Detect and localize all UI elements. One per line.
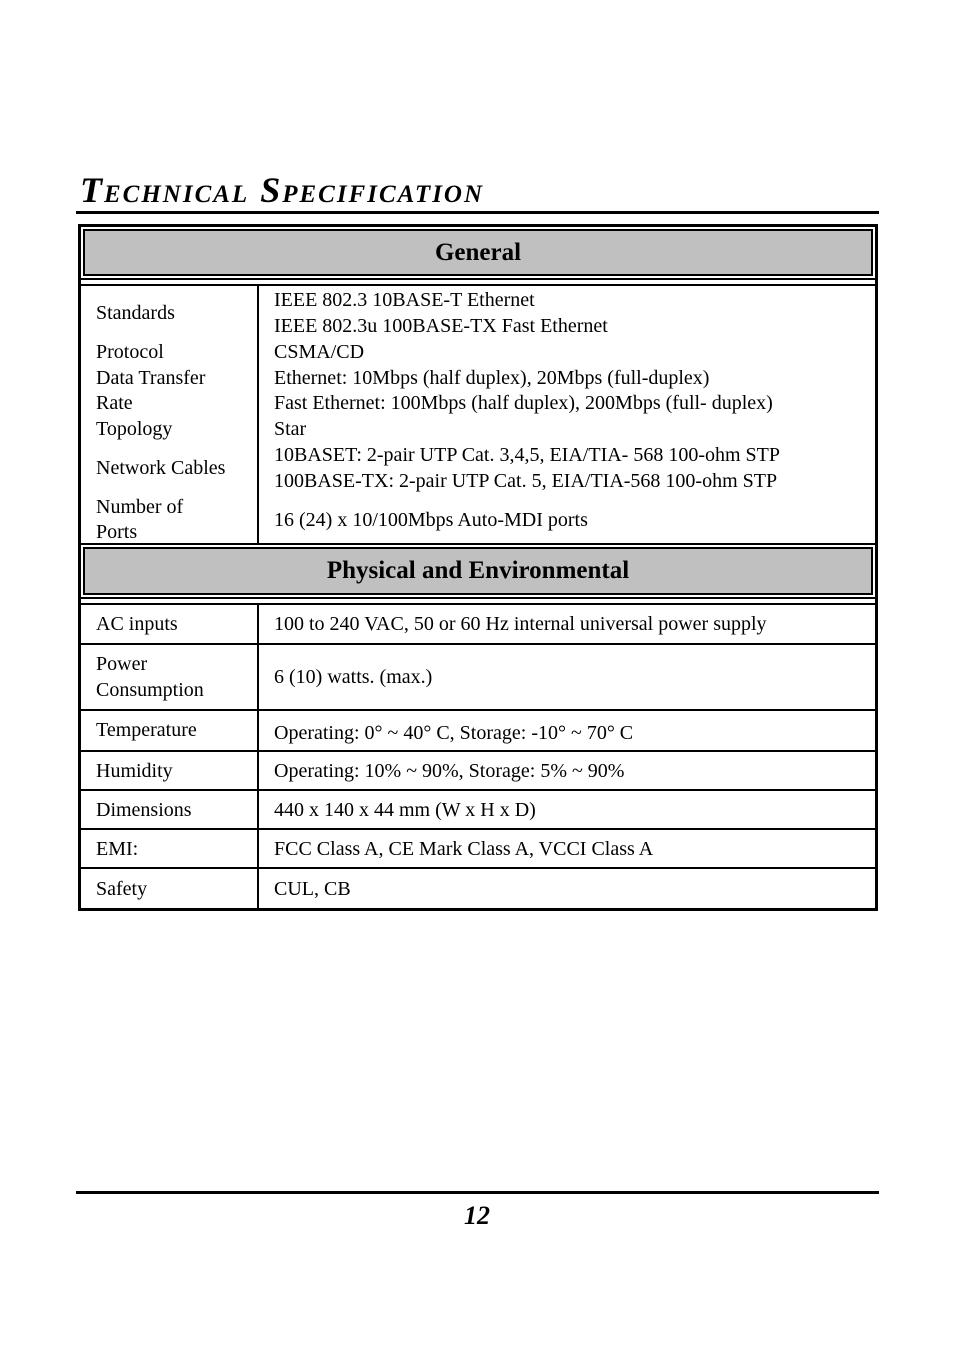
row-label: Temperature — [81, 711, 259, 750]
row-label-line: Consumption — [96, 679, 204, 701]
table-row — [81, 711, 875, 752]
spec-table — [78, 224, 878, 911]
value-protocol: CSMA/CD — [274, 341, 365, 363]
row-value: 100 to 240 VAC, 50 or 60 Hz internal universal power supply — [274, 613, 767, 635]
general-values — [259, 286, 875, 543]
section-heading-general: General — [83, 229, 873, 276]
row-value: Operating: 0° ~ 40° C, Storage: -10° ~ 70° C — [274, 722, 634, 744]
label-standards: Standards — [96, 302, 175, 324]
row-value: 6 (10) watts. (max.) — [274, 666, 433, 688]
row-value: FCC Class A, CE Mark Class A, VCCI Class A — [274, 837, 654, 860]
page-title: Technical Specification — [80, 170, 485, 210]
table-row — [81, 830, 875, 869]
value-rate-2: Fast Ethernet: 100Mbps (half duplex), 200Mbps (full- duplex) — [274, 392, 773, 414]
value-ports: 16 (24) x 10/100Mbps Auto-MDI ports — [274, 509, 588, 531]
section-divider — [81, 278, 875, 286]
row-value: CUL, CB — [274, 877, 351, 900]
label-protocol: Protocol — [96, 341, 164, 363]
row-label: EMI: — [81, 830, 259, 867]
table-row — [81, 752, 875, 791]
table-row — [81, 791, 875, 830]
label-topology: Topology — [96, 418, 173, 440]
row-value: 440 x 140 x 44 mm (W x H x D) — [274, 798, 536, 821]
row-label: Safety — [81, 869, 259, 908]
label-data-transfer: Data Transfer — [96, 367, 206, 389]
value-topology: Star — [274, 418, 307, 440]
general-specs — [81, 286, 875, 545]
value-standards-2: IEEE 802.3u 100BASE-TX Fast Ethernet — [274, 315, 608, 337]
value-cables-2: 100BASE-TX: 2-pair UTP Cat. 5, EIA/TIA-568 100-ohm STP — [274, 470, 778, 492]
value-cables-1: 10BASET: 2-pair UTP Cat. 3,4,5, EIA/TIA- 568 100-ohm STP — [274, 444, 781, 466]
section-divider — [81, 597, 875, 605]
general-labels — [81, 286, 259, 543]
row-label: Dimensions — [81, 791, 259, 828]
row-value: Operating: 10% ~ 90%, Storage: 5% ~ 90% — [274, 759, 625, 782]
row-label — [81, 645, 259, 709]
page-number: 12 — [464, 1201, 490, 1230]
label-number-of: Number of — [96, 496, 184, 518]
section-heading-physical: Physical and Environmental — [83, 547, 873, 595]
label-network-cables: Network Cables — [96, 457, 226, 479]
row-label-line: Power — [96, 653, 148, 675]
row-label: AC inputs — [81, 605, 259, 643]
table-row — [81, 869, 875, 908]
value-rate-1: Ethernet: 10Mbps (half duplex), 20Mbps (full-duplex) — [274, 367, 710, 389]
table-row — [81, 605, 875, 645]
footer-rule — [76, 1191, 879, 1194]
label-rate: Rate — [96, 392, 133, 414]
table-row — [81, 645, 875, 711]
title-rule — [76, 211, 879, 214]
row-label: Humidity — [81, 752, 259, 789]
label-ports: Ports — [96, 521, 138, 543]
value-standards-1: IEEE 802.3 10BASE-T Ethernet — [274, 289, 535, 311]
